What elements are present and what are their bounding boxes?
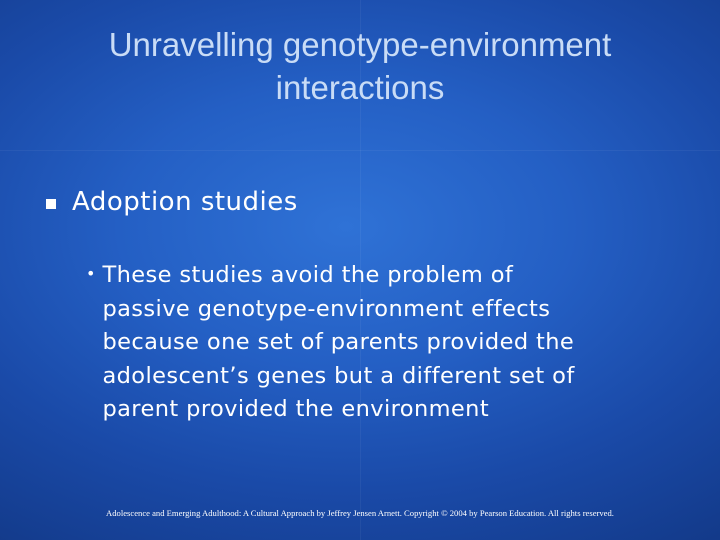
slide-title (40, 24, 680, 110)
sub-bullet-line: adolescent’s genes but a different set of (102, 362, 575, 389)
bullet-text: Adoption studies (72, 187, 298, 217)
sub-bullet-line: parent provided the environment (102, 396, 490, 422)
sub-bullet-line: passive genotype-environment effects (102, 295, 551, 322)
copyright-footer: Adolescence and Emerging Adulthood: A Cultural Approach by Jeffrey Jensen Arnett. Copyright © 2004 by Pearson Education. All rights reserved. (106, 508, 614, 518)
main-bullet (46, 187, 298, 217)
sub-bullet-text (102, 259, 574, 427)
dot-bullet-icon: • (86, 264, 96, 283)
title-line: Unravelling genotype-environment (108, 26, 612, 63)
title-line: interactions (275, 68, 445, 106)
sub-bullet-line: because one set of parents provided the (102, 329, 575, 355)
sub-bullet-line: These studies avoid the problem of (102, 262, 514, 288)
square-bullet-icon (46, 199, 56, 209)
sub-bullet (86, 259, 686, 427)
